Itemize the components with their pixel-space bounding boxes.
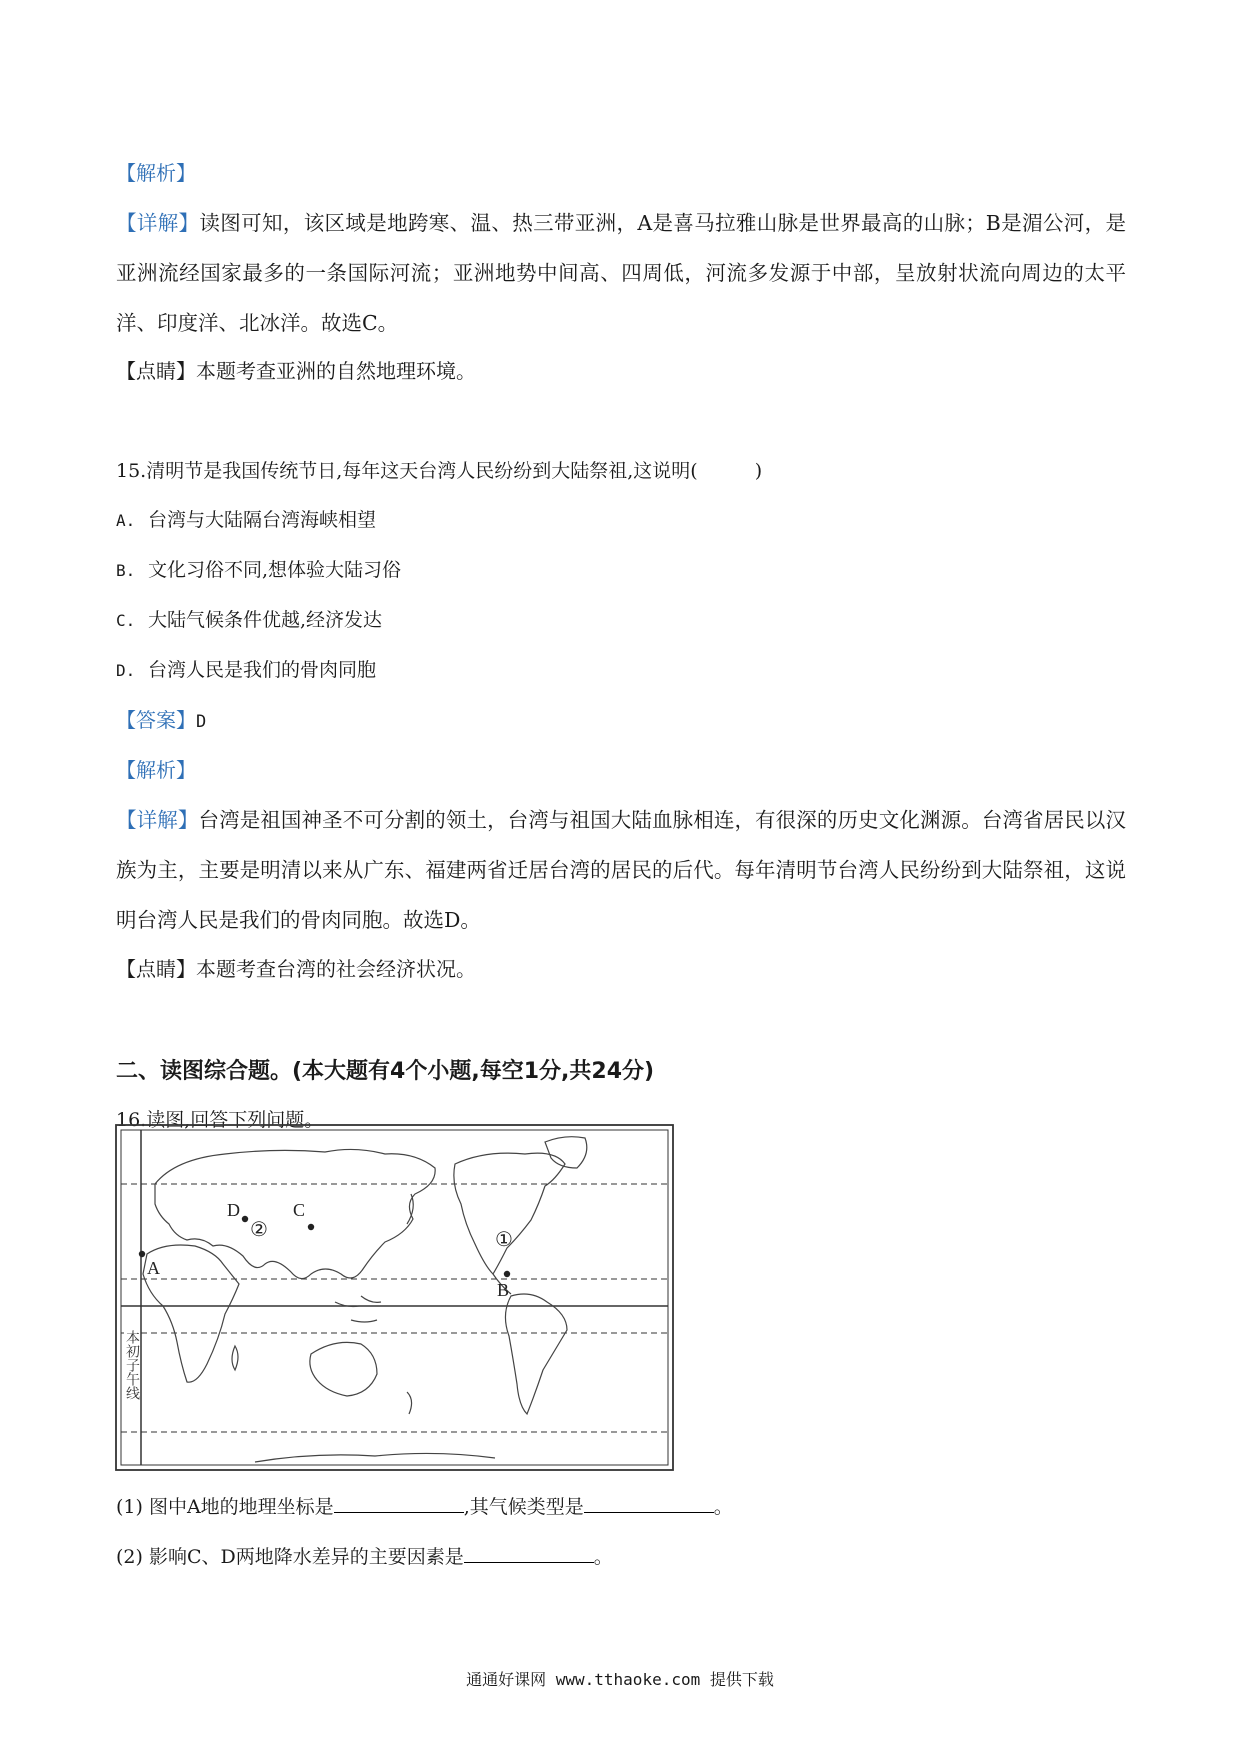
q15-remark	[116, 954, 476, 984]
answer-blank-1[interactable]	[334, 1494, 464, 1513]
option-letter: B.	[116, 561, 136, 580]
point-b-dot	[504, 1271, 510, 1277]
q14-remark	[116, 356, 476, 386]
q16-sub1-prefix: (1) 图中A地的地理坐标是	[116, 1496, 334, 1518]
q15-option-b	[116, 555, 401, 586]
q16-stem: 16.读图,回答下列问题。	[116, 1109, 324, 1131]
prime-meridian-label: 本初子午线	[124, 1330, 140, 1400]
q14-detail-text: 读图可知，该区域是地跨寒、温、热三带亚洲，A是喜马拉雅山脉是世界最高的山脉；B是湄公河，是亚洲流经国家最多的一条国际河流；亚洲地势中间高、四周低，河流多发源于中部，呈放射状流向周边的太平洋、印度洋、北冰洋。故选C。	[116, 211, 1126, 335]
option-letter: A.	[116, 511, 136, 530]
analysis-tag: 【解析】	[116, 758, 196, 782]
option-text: 文化习俗不同,想体验大陆习俗	[148, 559, 402, 581]
answer-tag: 【答案】	[116, 708, 196, 732]
q15-stem: 15.清明节是我国传统节日,每年这天台湾人民纷纷到大陆祭祖,这说明( )	[116, 460, 763, 482]
q15-detail	[116, 795, 1126, 945]
q16-sub2-prefix: (2) 影响C、D两地降水差异的主要因素是	[116, 1546, 464, 1568]
q15-option-c	[116, 605, 382, 636]
page-footer: 通通好课网 www.tthaoke.com 提供下载	[466, 1670, 774, 1689]
q15-option-a	[116, 505, 376, 536]
label-circle-1: ①	[495, 1229, 513, 1251]
q16-sub2-end: 。	[593, 1546, 613, 1568]
detail-tag: 【详解】	[116, 808, 199, 832]
remark-tag: 【点睛】	[116, 957, 196, 981]
label-a: A	[147, 1258, 160, 1278]
option-letter: C.	[116, 611, 136, 630]
q14-detail	[116, 198, 1126, 348]
answer-blank-3[interactable]	[464, 1544, 594, 1563]
point-a-dot	[139, 1251, 145, 1257]
option-text: 台湾人民是我们的骨肉同胞	[148, 659, 377, 681]
option-letter: D.	[116, 661, 136, 680]
option-text: 台湾与大陆隔台湾海峡相望	[148, 509, 377, 531]
section-title: 二、读图综合题。(本大题有4个小题,每空1分,共24分)	[116, 1059, 655, 1084]
q14-remark-text: 本题考查亚洲的自然地理环境。	[196, 359, 476, 383]
point-d-dot	[242, 1216, 248, 1222]
q15-detail-text: 台湾是祖国神圣不可分割的领土，台湾与祖国大陆血脉相连，有很深的历史文化渊源。台湾省居民以汉族为主，主要是明清以来从广东、福建两省迁居台湾的居民的后代。每年清明节台湾人民纷纷到大陆祭祖，这说明台湾人民是我们的骨肉同胞。故选D。	[116, 808, 1127, 932]
detail-tag: 【详解】	[116, 211, 200, 235]
australia-outline	[310, 1342, 377, 1396]
remark-tag: 【点睛】	[116, 359, 196, 383]
label-d: D	[227, 1200, 240, 1220]
north-america-outline	[454, 1153, 565, 1274]
world-map-figure	[115, 1124, 675, 1472]
answer-blank-2[interactable]	[584, 1494, 714, 1513]
south-america-outline	[505, 1294, 567, 1414]
q16-sub1	[116, 1492, 733, 1522]
label-circle-2: ②	[250, 1219, 268, 1241]
analysis-tag: 【解析】	[116, 161, 196, 185]
q16-sub1-mid: ,其气候类型是	[463, 1496, 584, 1518]
q15-option-d	[116, 655, 376, 686]
option-text: 大陆气候条件优越,经济发达	[148, 609, 383, 631]
q16-sub1-end: 。	[713, 1496, 733, 1518]
q15-answer	[116, 705, 206, 737]
q15-remark-text: 本题考查台湾的社会经济状况。	[196, 957, 476, 981]
point-c-dot	[308, 1224, 314, 1230]
q16-sub2	[116, 1542, 613, 1572]
answer-value: D	[196, 712, 207, 732]
label-b: B	[497, 1280, 510, 1300]
label-c: C	[293, 1200, 306, 1220]
